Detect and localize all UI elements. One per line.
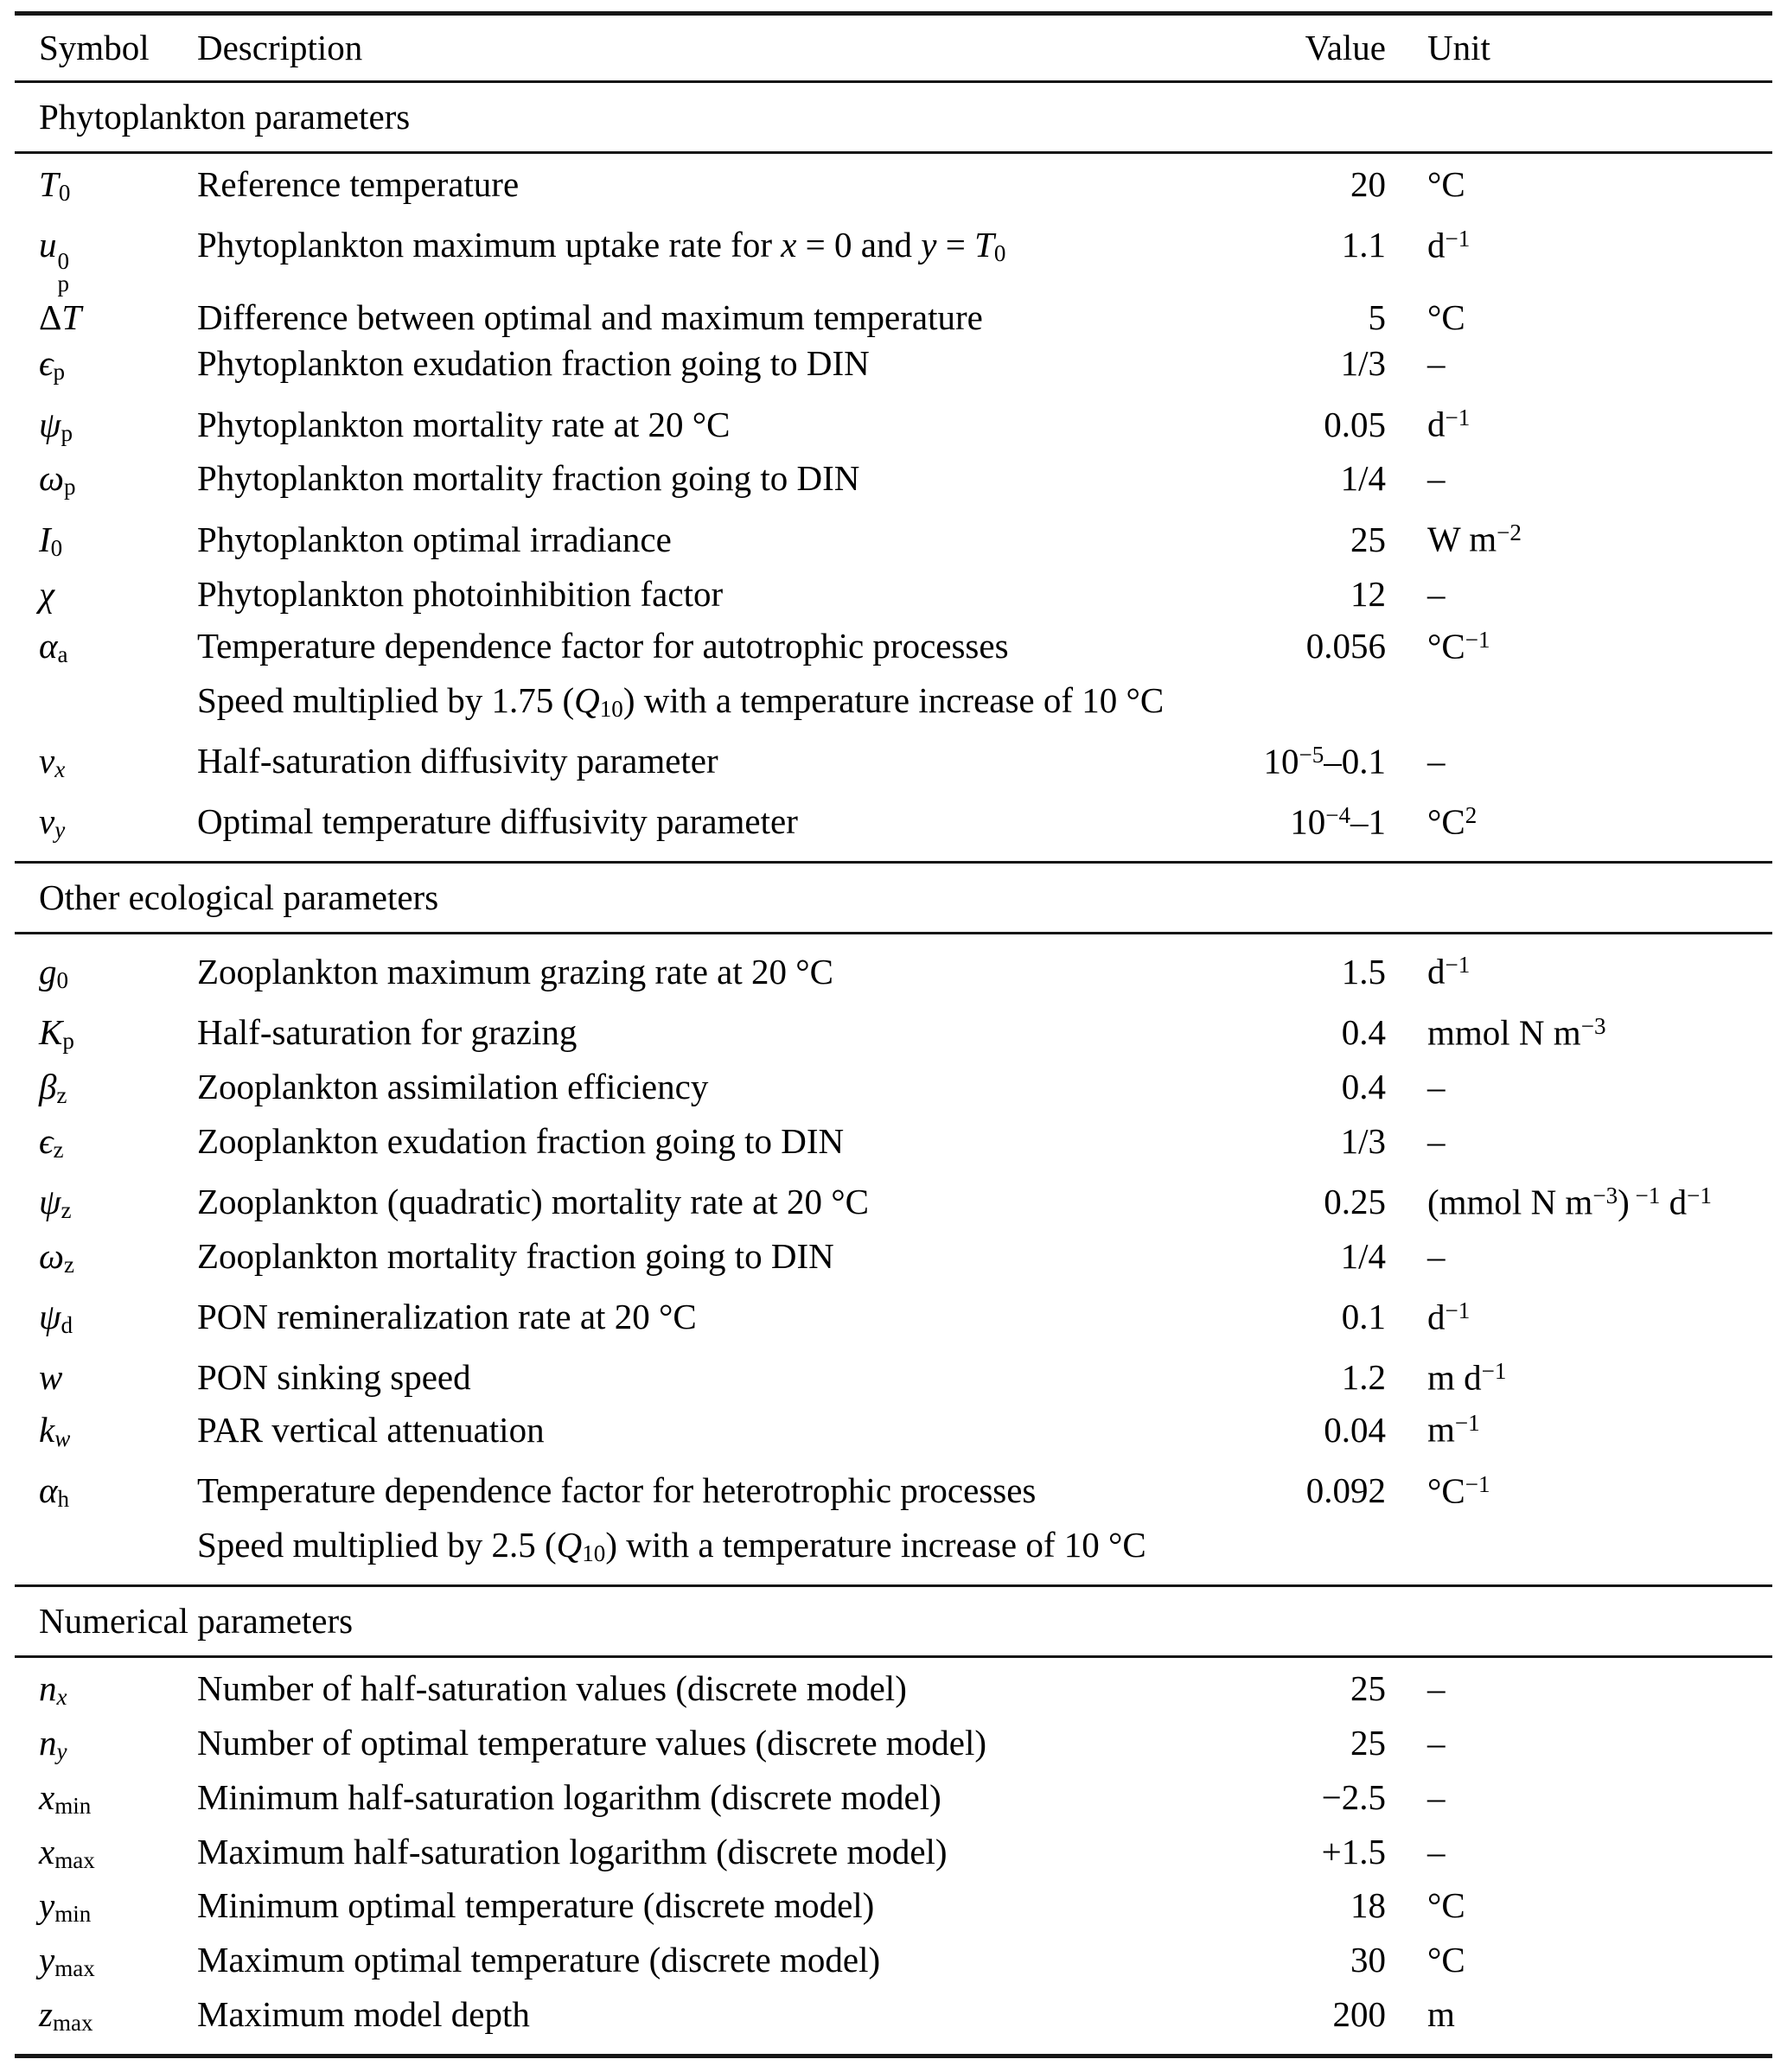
description-cell: Phytoplankton exudation fraction going to DIN (197, 343, 870, 384)
unit-cell: $^\circ C^{-1}$ (1427, 625, 1490, 666)
description-cell: Phytoplankton mortality fraction going to DIN (197, 458, 860, 499)
bottom-margin (0, 2058, 1787, 2072)
table-row (0, 1829, 1787, 1884)
column-header-unit: Unit (1427, 28, 1490, 67)
value-cell: 1/4 (1340, 458, 1386, 499)
symbol-cell: ψd (39, 1297, 73, 1339)
symbol-cell: νy (39, 801, 66, 844)
value-cell: 1/4 (1340, 1235, 1386, 1276)
description-cell: Half-saturation for grazing (197, 1012, 578, 1053)
symbol-cell: zmax (39, 1994, 93, 2036)
description-cell: Minimum optimal temperature (discrete model) (197, 1885, 875, 1926)
description-cell: Zooplankton exudation fraction going to DIN (197, 1120, 845, 1161)
description-cell: Temperature dependence factor for heterotrophic processes (197, 1470, 1037, 1511)
symbol-cell: w (39, 1357, 63, 1398)
symbol-cell: Kp (39, 1012, 74, 1054)
symbol-cell: T0 (39, 164, 71, 206)
table-row (0, 162, 1787, 216)
table-row (0, 1775, 1787, 1829)
description-cell: Maximum half-saturation logarithm (discrete model) (197, 1831, 948, 1871)
table-row (0, 1883, 1787, 1937)
unit-cell: °C (1427, 164, 1465, 204)
unit-cell: – (1427, 1120, 1446, 1161)
description-cell: Half-saturation diffusivity parameter (197, 741, 718, 781)
unit-cell: °C (1427, 1885, 1465, 1926)
symbol-cell: ymin (39, 1885, 92, 1928)
symbol-cell: βz (39, 1066, 67, 1108)
description-cell: Phytoplankton optimal irradiance (197, 519, 672, 559)
table-row (0, 1937, 1787, 1992)
table-row (0, 1400, 1787, 1461)
value-cell: 0.092 (1305, 1470, 1386, 1511)
value-cell: 0.1 (1341, 1297, 1386, 1337)
description-cell: Maximum optimal temperature (discrete model) (197, 1940, 881, 1980)
symbol-cell: ψp (39, 404, 73, 446)
unit-cell: °C (1427, 1940, 1465, 1980)
description-cell: Optimal temperature diffusivity parameter (197, 801, 798, 842)
unit-cell: $d^{-1}$ (1427, 951, 1471, 991)
symbol-cell: g0 (39, 951, 69, 993)
table-row (0, 1288, 1787, 1348)
value-cell: 18 (1350, 1885, 1386, 1926)
symbol-cell: ωz (39, 1235, 74, 1278)
table-row (0, 1064, 1787, 1119)
value-cell: $10^{-4}-1$ (1290, 801, 1386, 842)
description-cell: Difference between optimal and maximum temperature (197, 297, 983, 338)
description-cell: Temperature dependence factor for autotrophic processes (197, 625, 1009, 666)
section-title: Numerical parameters (39, 1600, 354, 1641)
unit-cell: (mmol N $m^{-3}$) $^{-1}$ $d^{-1}$ (1427, 1182, 1712, 1222)
unit-cell: – (1427, 1776, 1446, 1817)
description-cell: Maximum model depth (197, 1994, 530, 2035)
value-cell: 20 (1350, 164, 1386, 204)
table-row (0, 1462, 1787, 1522)
unit-cell: $d^{-1}$ (1427, 1297, 1471, 1337)
description-cell: Zooplankton maximum grazing rate at 20 °C (197, 951, 833, 991)
value-cell: 1.2 (1341, 1357, 1386, 1398)
symbol-cell: αh (39, 1470, 70, 1513)
column-header-value: Value (1305, 28, 1386, 67)
symbol-cell: χ (39, 573, 55, 614)
table-row (0, 1173, 1787, 1234)
value-cell: 5 (1368, 297, 1386, 338)
unit-cell: mmol N $m^{-3}$ (1427, 1012, 1606, 1053)
unit-cell: – (1427, 1235, 1446, 1276)
table-row (0, 341, 1787, 395)
symbol-cell: nx (39, 1667, 67, 1710)
unit-cell: m $d^{-1}$ (1427, 1357, 1507, 1398)
symbol-cell: ny (39, 1722, 67, 1764)
value-cell: −2.5 (1321, 1776, 1386, 1817)
symbol-cell: νx (39, 741, 66, 782)
unit-cell: $d^{-1}$ (1427, 404, 1471, 444)
description-cell: Number of half-saturation values (discrete model) (197, 1667, 907, 1708)
value-cell: 1/3 (1340, 343, 1386, 384)
unit-cell: – (1427, 1066, 1446, 1106)
description-cell: Reference temperature (197, 164, 520, 204)
unit-cell: $m^{-1}$ (1427, 1409, 1480, 1450)
value-cell: 0.05 (1324, 404, 1386, 444)
value-cell: 25 (1350, 1722, 1386, 1763)
unit-cell: °C (1427, 297, 1465, 338)
symbol-cell: I0 (39, 519, 63, 561)
unit-cell: – (1427, 1722, 1446, 1763)
description-cell: Minimum half-saturation logarithm (discrete model) (197, 1776, 941, 1817)
section-rows (0, 934, 1787, 1584)
table-body (0, 83, 1787, 2058)
symbol-cell: ΔT (39, 297, 82, 338)
table-row (0, 395, 1787, 456)
unit-cell: – (1427, 573, 1446, 614)
value-cell: 1/3 (1340, 1120, 1386, 1161)
section-title: Other ecological parameters (39, 877, 439, 918)
unit-cell: $^\circ C^{-1}$ (1427, 1470, 1490, 1511)
value-cell: 0.4 (1341, 1012, 1386, 1053)
description-cell: Phytoplankton photoinhibition factor (197, 573, 724, 614)
table-header-row (0, 16, 1787, 80)
table-row (0, 1004, 1787, 1064)
column-header-description: Description (197, 28, 363, 67)
value-cell: 12 (1350, 573, 1386, 614)
table-row (0, 732, 1787, 793)
table-row (0, 1119, 1787, 1173)
table-row (0, 1234, 1787, 1288)
symbol-cell: xmin (39, 1776, 92, 1819)
unit-cell: – (1427, 343, 1446, 384)
symbol-cell: ϵp (39, 343, 66, 386)
symbol-cell: ϵz (39, 1120, 64, 1163)
value-cell: $10^{-5}-0.1$ (1263, 741, 1386, 781)
value-cell: 0.056 (1305, 625, 1386, 666)
description-cell: PON remineralization rate at 20 °C (197, 1297, 697, 1337)
table-row (0, 942, 1787, 1003)
description-cell: Zooplankton mortality fraction going to DIN (197, 1235, 834, 1276)
symbol-cell: ymax (39, 1940, 95, 1982)
value-cell: 25 (1350, 519, 1386, 559)
table-row (0, 1348, 1787, 1400)
value-cell: 0.25 (1324, 1182, 1386, 1222)
description-cell: Phytoplankton maximum uptake rate for x = 0 and y = T0 (197, 225, 1006, 267)
value-cell: 200 (1332, 1994, 1386, 2035)
value-cell: 1.5 (1341, 951, 1386, 991)
value-cell: 30 (1350, 1940, 1386, 1980)
value-cell: 0.4 (1341, 1066, 1386, 1106)
description-cell: Number of optimal temperature values (discrete model) (197, 1722, 987, 1763)
unit-cell: W $m^{-2}$ (1427, 519, 1522, 559)
unit-cell: m (1427, 1994, 1455, 2035)
symbol-cell: αa (39, 625, 68, 667)
table-row (0, 1522, 1787, 1577)
unit-cell: – (1427, 1831, 1446, 1871)
value-cell: 1.1 (1341, 225, 1386, 265)
table-row (0, 1666, 1787, 1720)
symbol-supsub-stack: 0 p (57, 247, 70, 296)
unit-cell: – (1427, 1667, 1446, 1708)
table-row (0, 456, 1787, 510)
unit-cell: – (1427, 458, 1446, 499)
table-row (0, 1720, 1787, 1775)
description-cell: PAR vertical attenuation (197, 1409, 545, 1450)
value-cell: 0.04 (1324, 1409, 1386, 1450)
table-row (0, 510, 1787, 571)
description-cell: Speed multiplied by 1.75 (Q10) with a temperature increase of 10 °C (197, 679, 1165, 722)
unit-cell: $d^{-1}$ (1427, 225, 1471, 265)
section-rows (0, 1658, 1787, 2054)
unit-cell: – (1427, 741, 1446, 781)
section-title: Phytoplankton parameters (39, 97, 411, 137)
symbol-cell: kw (39, 1409, 71, 1451)
table-row (0, 295, 1787, 341)
description-cell: Speed multiplied by 2.5 (Q10) with a temperature increase of 10 °C (197, 1525, 1146, 1566)
table-row (0, 793, 1787, 853)
value-cell: 25 (1350, 1667, 1386, 1708)
value-cell: +1.5 (1321, 1831, 1386, 1871)
description-cell: Zooplankton (quadratic) mortality rate at 20 °C (197, 1182, 869, 1222)
table-row (0, 1992, 1787, 2046)
section-rows (0, 154, 1787, 861)
unit-cell: $^\circ C^2$ (1427, 801, 1477, 842)
description-cell: Phytoplankton mortality rate at 20 °C (197, 404, 731, 444)
table-row (0, 678, 1787, 732)
table-row (0, 571, 1787, 617)
table-row (0, 216, 1787, 295)
symbol-cell: u 0 p (39, 225, 70, 296)
table-row (0, 617, 1787, 678)
description-cell: PON sinking speed (197, 1357, 471, 1398)
symbol-cell: ωp (39, 458, 76, 500)
symbol-cell: ψz (39, 1182, 72, 1223)
description-cell: Zooplankton assimilation efficiency (197, 1066, 709, 1106)
symbol-cell: xmax (39, 1831, 95, 1873)
column-header-symbol: Symbol (39, 28, 150, 67)
